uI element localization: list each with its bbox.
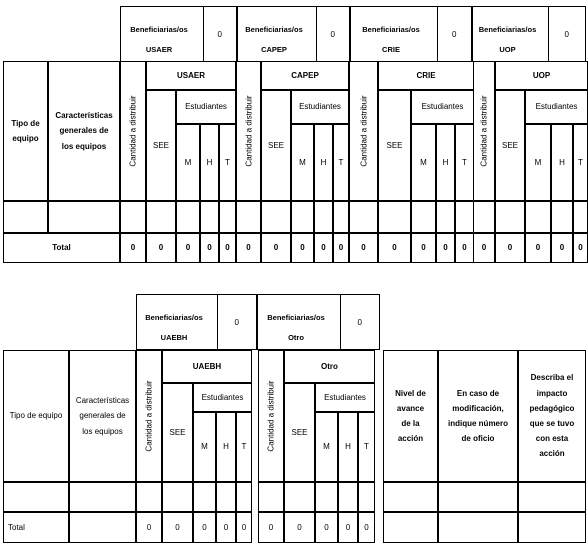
empty-cell xyxy=(495,201,525,233)
empty-cell xyxy=(358,482,375,512)
total-value: 0 xyxy=(216,512,236,543)
h-header: H xyxy=(436,124,455,201)
total-value: 0 xyxy=(236,512,252,543)
total-value: 0 xyxy=(495,233,525,263)
impacto-header: Describa el impacto pedagógico que se tuvo con esta acción xyxy=(518,350,586,482)
nivel-avance-header: Nivel de avance de la acción xyxy=(383,350,438,482)
beneficiaries-label: Beneficiarias/os xyxy=(145,313,203,322)
see-header: SEE xyxy=(495,90,525,201)
h-header: H xyxy=(216,412,236,482)
group-header: CAPEP xyxy=(261,61,349,90)
estudiantes-header: Estudiantes xyxy=(291,90,349,124)
beneficiaries-label: Beneficiarias/os xyxy=(478,25,537,34)
total-value: 0 xyxy=(193,512,216,543)
beneficiaries-name: Otro xyxy=(288,333,304,342)
beneficiaries-value: 0 xyxy=(234,318,239,327)
beneficiaries-name: USAER xyxy=(145,45,173,54)
beneficiaries-box xyxy=(136,294,257,350)
group-header: UAEBH xyxy=(162,350,252,383)
total-value: 0 xyxy=(338,512,358,543)
total-value: 0 xyxy=(525,233,551,263)
cantidad-header xyxy=(349,61,378,201)
empty-cell xyxy=(200,201,219,233)
total-value: 0 xyxy=(176,233,200,263)
cantidad-header xyxy=(258,350,284,482)
t-header: T xyxy=(455,124,474,201)
empty-cell xyxy=(69,482,136,512)
total-value: 0 xyxy=(314,233,333,263)
empty-cell xyxy=(378,201,411,233)
tipo-equipo-header: Tipo de equipo xyxy=(3,61,48,201)
total-value: 0 xyxy=(455,233,474,263)
total-value: 0 xyxy=(378,233,411,263)
beneficiaries-name: CAPEP xyxy=(261,45,287,54)
empty-cell xyxy=(518,512,586,543)
see-header: SEE xyxy=(378,90,411,201)
vertical-label: Cantidad a distribuir xyxy=(479,95,489,167)
empty-cell xyxy=(120,201,146,233)
vertical-label: Cantidad a distribuir xyxy=(128,95,138,167)
modificacion-header: En caso de modificación, indique número de oficio xyxy=(438,350,518,482)
group-header: Otro xyxy=(284,350,375,383)
beneficiaries-box xyxy=(350,6,472,62)
caracteristicas-header: Características generales de los equipos xyxy=(69,350,136,482)
group-header: UOP xyxy=(495,61,588,90)
empty-cell xyxy=(291,201,314,233)
total-value: 0 xyxy=(120,233,146,263)
beneficiaries-box xyxy=(237,6,350,62)
empty-cell xyxy=(193,482,216,512)
t-header: T xyxy=(219,124,236,201)
empty-cell xyxy=(438,512,518,543)
vertical-label: Cantidad a distribuir xyxy=(243,95,253,167)
cantidad-header xyxy=(136,350,162,482)
estudiantes-header: Estudiantes xyxy=(193,383,252,412)
total-value: 0 xyxy=(162,512,193,543)
estudiantes-header: Estudiantes xyxy=(411,90,474,124)
divider xyxy=(340,295,341,349)
tipo-equipo-header: Tipo de equipo xyxy=(3,350,69,482)
h-header: H xyxy=(551,124,573,201)
m-header: M xyxy=(291,124,314,201)
see-header: SEE xyxy=(146,90,176,201)
beneficiaries-value: 0 xyxy=(452,30,457,39)
empty-cell xyxy=(525,201,551,233)
beneficiaries-name: CRIE xyxy=(382,45,400,54)
empty-cell xyxy=(333,201,349,233)
empty-cell xyxy=(411,201,436,233)
total-value: 0 xyxy=(200,233,219,263)
beneficiaries-value: 0 xyxy=(217,30,222,39)
empty-cell xyxy=(473,201,495,233)
empty-cell xyxy=(219,201,236,233)
beneficiaries-box xyxy=(120,6,237,62)
beneficiaries-box xyxy=(257,294,380,350)
empty-cell xyxy=(258,482,284,512)
empty-cell xyxy=(146,201,176,233)
total-value: 0 xyxy=(551,233,573,263)
divider xyxy=(217,295,218,349)
empty-cell xyxy=(261,201,291,233)
group-header: USAER xyxy=(146,61,236,90)
empty-cell xyxy=(436,201,455,233)
m-header: M xyxy=(193,412,216,482)
empty-cell xyxy=(3,201,48,233)
empty-cell xyxy=(338,482,358,512)
total-value: 0 xyxy=(284,512,315,543)
vertical-label: Cantidad a distribuir xyxy=(144,380,154,452)
beneficiaries-value: 0 xyxy=(330,30,335,39)
total-value: 0 xyxy=(573,233,588,263)
empty-cell xyxy=(162,482,193,512)
empty-cell xyxy=(3,482,69,512)
total-value: 0 xyxy=(136,512,162,543)
vertical-label: Cantidad a distribuir xyxy=(266,380,276,452)
empty-cell xyxy=(551,201,573,233)
t-header: T xyxy=(573,124,588,201)
total-value: 0 xyxy=(358,512,375,543)
empty-cell xyxy=(236,482,252,512)
caracteristicas-header: Características generales de los equipos xyxy=(48,61,120,201)
t-header: T xyxy=(333,124,349,201)
h-header: H xyxy=(200,124,219,201)
beneficiaries-label: Beneficiarias/os xyxy=(362,25,420,34)
empty-cell xyxy=(48,201,120,233)
empty-cell xyxy=(314,201,333,233)
total-value: 0 xyxy=(219,233,236,263)
beneficiaries-name: UAEBH xyxy=(160,333,188,342)
empty-cell xyxy=(216,482,236,512)
beneficiaries-value: 0 xyxy=(357,318,362,327)
empty-cell xyxy=(383,482,438,512)
empty-cell xyxy=(383,512,438,543)
divider xyxy=(203,7,204,61)
total-value: 0 xyxy=(349,233,378,263)
empty-cell xyxy=(176,201,200,233)
beneficiaries-label: Beneficiarias/os xyxy=(267,313,325,322)
total-value: 0 xyxy=(291,233,314,263)
empty-cell xyxy=(455,201,474,233)
h-header: H xyxy=(338,412,358,482)
group-header: CRIE xyxy=(378,61,474,90)
t-header: T xyxy=(236,412,252,482)
t-header: T xyxy=(358,412,375,482)
m-header: M xyxy=(315,412,338,482)
total-value: 0 xyxy=(236,233,261,263)
empty-cell xyxy=(236,201,261,233)
empty-cell xyxy=(438,482,518,512)
total-label: Total xyxy=(3,233,120,263)
estudiantes-header: Estudiantes xyxy=(525,90,588,124)
beneficiaries-label: Beneficiarias/os xyxy=(245,25,303,34)
empty-cell xyxy=(315,482,338,512)
total-value: 0 xyxy=(315,512,338,543)
see-header: SEE xyxy=(162,383,193,482)
empty-cell xyxy=(349,201,378,233)
total-value: 0 xyxy=(261,233,291,263)
m-header: M xyxy=(525,124,551,201)
total-value: 0 xyxy=(333,233,349,263)
cantidad-header xyxy=(120,61,146,201)
empty-cell xyxy=(136,482,162,512)
empty-cell xyxy=(573,201,588,233)
total-value: 0 xyxy=(436,233,455,263)
m-header: M xyxy=(176,124,200,201)
beneficiaries-box xyxy=(472,6,586,62)
divider xyxy=(437,7,438,61)
divider xyxy=(316,7,317,61)
divider xyxy=(548,7,549,61)
total-value: 0 xyxy=(473,233,495,263)
empty-cell xyxy=(284,482,315,512)
empty-cell xyxy=(518,482,586,512)
beneficiaries-label: Beneficiarias/os xyxy=(130,25,188,34)
total-value: 0 xyxy=(146,233,176,263)
vertical-label: Cantidad a distribuir xyxy=(358,95,368,167)
total-value: 0 xyxy=(258,512,284,543)
cantidad-header xyxy=(473,61,495,201)
see-header: SEE xyxy=(284,383,315,482)
empty-cell xyxy=(69,512,136,543)
estudiantes-header: Estudiantes xyxy=(176,90,236,124)
beneficiaries-value: 0 xyxy=(564,30,569,39)
h-header: H xyxy=(314,124,333,201)
total-label: Total xyxy=(3,512,69,543)
beneficiaries-name: UOP xyxy=(499,45,516,54)
total-value: 0 xyxy=(411,233,436,263)
m-header: M xyxy=(411,124,436,201)
estudiantes-header: Estudiantes xyxy=(315,383,375,412)
cantidad-header xyxy=(236,61,261,201)
see-header: SEE xyxy=(261,90,291,201)
